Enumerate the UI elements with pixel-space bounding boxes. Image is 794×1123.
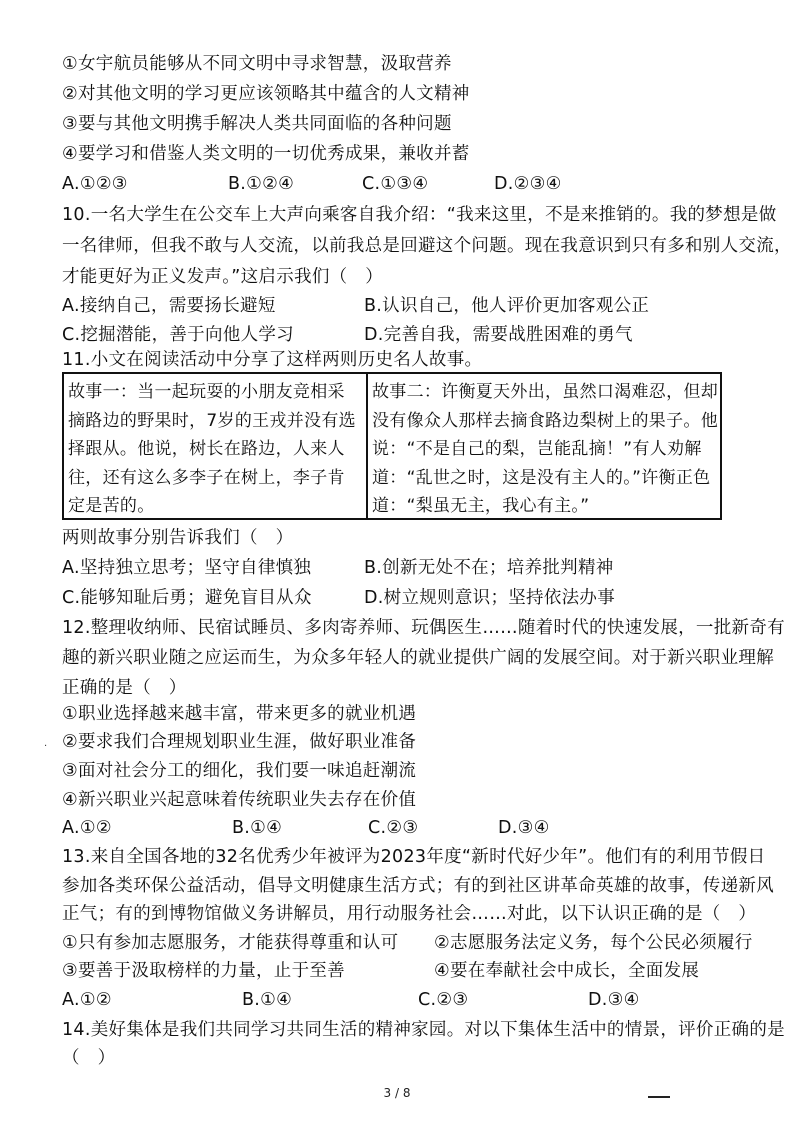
story-table [62, 372, 722, 520]
q9-option-a: A.①②③ [62, 174, 128, 194]
q9-item-1: ①女宇航员能够从不同文明中寻求智慧，汲取营养 [62, 54, 452, 74]
q10-stem-line-2: 一名律师，但我不敢与人交流，以前我总是回避这个问题。现在我意识到只有多和别人交流， [62, 236, 792, 256]
q12-stem-line-3: 正确的是（ ） [62, 678, 187, 698]
q10-option-c: C.挖掘潜能，善于向他人学习 [62, 325, 294, 345]
story-divider [366, 374, 368, 518]
q11-option-d: D.树立规则意识；坚持依法办事 [364, 588, 616, 608]
q13-item-2: ②志愿服务法定义务，每个公民必须履行 [434, 933, 753, 953]
q13-stem-line-3: 正气；有的到博物馆做义务讲解员，用行动服务社会……对此，以下认识正确的是（ ） [62, 904, 757, 924]
q12-option-c: C.②③ [368, 818, 419, 838]
q12-option-b: B.①④ [232, 818, 283, 838]
q13-option-b: B.①④ [242, 990, 293, 1010]
q9-item-2: ②对其他文明的学习更应该领略其中蕴含的人文精神 [62, 84, 470, 104]
q11-option-b: B.创新无处不在；培养批判精神 [364, 558, 614, 578]
q14-stem-line-2: （ ） [62, 1048, 116, 1068]
scan-speck: · [44, 741, 48, 752]
footer-dash [648, 1096, 670, 1098]
q11-option-c: C.能够知耻后勇；避免盲目从众 [62, 588, 312, 608]
q14-stem-line-1: 14.美好集体是我们共同学习共同生活的精神家园。对以下集体生活中的情景，评价正确的是 [62, 1020, 785, 1040]
q12-item-3: ③面对社会分工的细化，我们要一味追赶潮流 [62, 761, 417, 781]
q13-stem-line-1: 13.来自全国各地的32名优秀少年被评为2023年度“新时代好少年”。他们有的利用节假日 [62, 847, 766, 867]
q12-stem-line-1: 12.整理收纳师、民宿试睡员、多肉寄养师、玩偶医生……随着时代的快速发展，一批新奇有 [62, 618, 785, 638]
story-one: 故事一：当一起玩耍的小朋友竞相采摘路边的野果时，7岁的王戎并没有选择跟从。他说，树长在路边，人来人往，还有这么多李子在树上，李子肯定是苦的。 [68, 382, 356, 516]
page-number: 3 / 8 [383, 1086, 411, 1100]
q13-option-a: A.①② [62, 990, 112, 1010]
q9-option-b: B.①②④ [228, 174, 295, 194]
q12-option-d: D.③④ [498, 818, 550, 838]
q13-item-1: ①只有参加志愿服务，才能获得尊重和认可 [62, 933, 399, 953]
q13-item-4: ④要在奉献社会中成长，全面发展 [434, 961, 700, 981]
q13-stem-line-2: 参加各类环保公益活动，倡导文明健康生活方式；有的到社区讲革命英雄的故事，传递新风 [62, 876, 774, 896]
q9-item-3: ③要与其他文明携手解决人类共同面临的各种问题 [62, 114, 452, 134]
q12-option-a: A.①② [62, 818, 112, 838]
q13-option-d: D.③④ [588, 990, 640, 1010]
q10-stem-line-1: 10.一名大学生在公交车上大声向乘客自我介绍：“我来这里，不是来推销的。我的梦想是做 [62, 205, 777, 225]
q9-item-4: ④要学习和借鉴人类文明的一切优秀成果，兼收并蓄 [62, 144, 470, 164]
q13-option-c: C.②③ [418, 990, 469, 1010]
q10-option-a: A.接纳自己，需要扬长避短 [62, 296, 276, 316]
q9-option-c: C.①③④ [362, 174, 429, 194]
q11-stem: 11.小文在阅读活动中分享了这样两则历史名人故事。 [62, 350, 483, 370]
q11-option-a: A.坚持独立思考；坚守自律慎独 [62, 558, 312, 578]
q10-option-b: B.认识自己，他人评价更加客观公正 [364, 296, 650, 316]
q13-item-3: ③要善于汲取榜样的力量，止于至善 [62, 961, 345, 981]
q12-item-1: ①职业选择越来越丰富，带来更多的就业机遇 [62, 704, 417, 724]
q10-option-d: D.完善自我，需要战胜困难的勇气 [364, 325, 633, 345]
q12-item-2: ②要求我们合理规划职业生涯，做好职业准备 [62, 732, 417, 752]
q12-stem-line-2: 趣的新兴职业随之应运而生，为众多年轻人的就业提供广阔的发展空间。对于新兴职业理解 [62, 648, 774, 668]
q12-item-4: ④新兴职业兴起意味着传统职业失去存在价值 [62, 790, 417, 810]
story-two: 故事二：许衡夏天外出，虽然口渴难忍，但却没有像众人那样去摘食路边梨树上的果子。他说：“不是自己的梨，岂能乱摘！”有人劝解道：“乱世之时，这是没有主人的。”许衡正色道：“梨虽无主，我心有主。” [372, 382, 718, 516]
q11-question: 两则故事分别告诉我们（ ） [62, 528, 294, 548]
q10-stem-line-3: 才能更好为正义发声。”这启示我们（ ） [62, 267, 384, 287]
q9-option-d: D.②③④ [494, 174, 562, 194]
